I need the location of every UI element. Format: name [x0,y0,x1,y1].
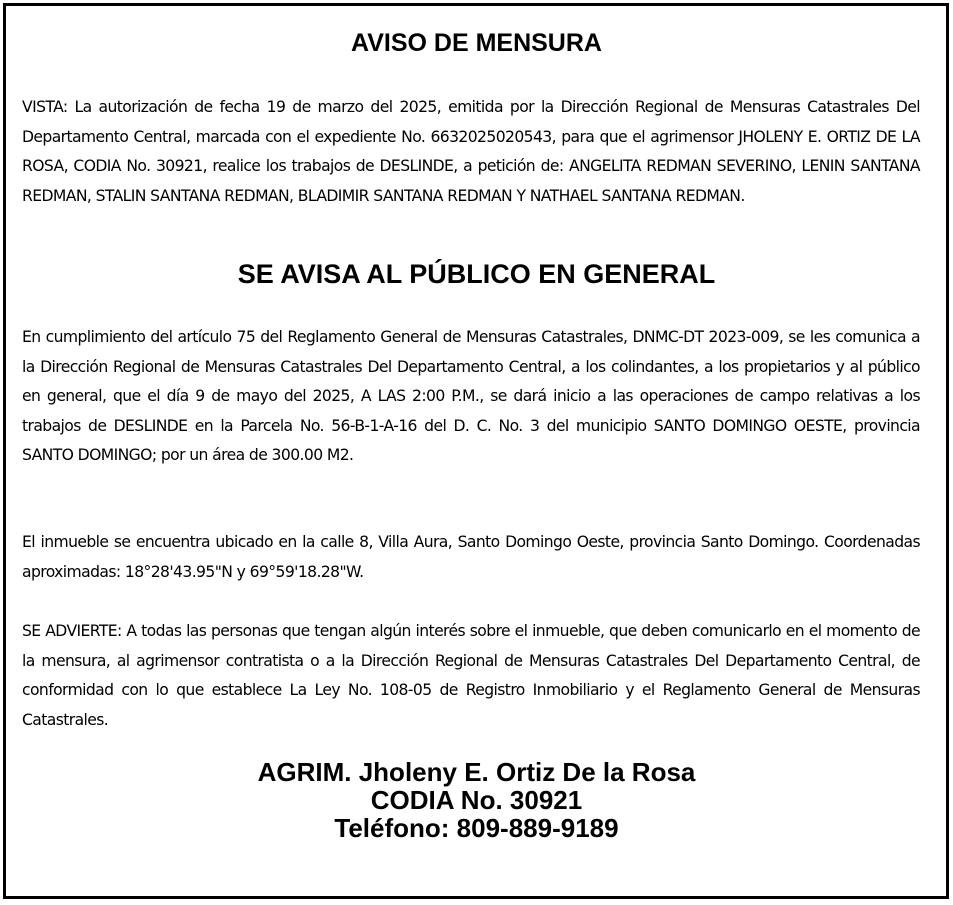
signature-name: AGRIM. Jholeny E. Ortiz De la Rosa [257,757,696,787]
cumplimiento-paragraph: En cumplimiento del artículo 75 del Reglamento General de Mensuras Catastrales, DNMC-DT 2023-009, se les comunica a la Dirección Regional de Mensuras Catastrales Del Departamento Central, a los colindantes, a los propietarios y al público en general, que el día 9 de mayo del 2025, A LAS 2:00 P.M., se dará inicio a las operaciones de campo relativas a los trabajos de DESLINDE en la Parcela No. 56-B-1-A-16 del D. C. No. 3 del municipio SANTO DOMINGO OESTE, provincia SANTO DOMINGO; por un área de 300.00 M2. [22,328,920,464]
advierte-paragraph: SE ADVIERTE: A todas las personas que tengan algún interés sobre el inmueble, que deben comunicarlo en el momento de la mensura, al agrimensor contratista o a la Dirección Regional de Mensuras Catastrales Del Departamento Central, de conformidad con lo que establece La Ley No. 108-05 de Registro Inmobiliario y el Reglamento General de Mensuras Catastrales. [22,622,920,729]
ubicacion-paragraph: El inmueble se encuentra ubicado en la calle 8, Villa Aura, Santo Domingo Oeste, provincia Santo Domingo. Coordenadas aproximadas: 18°28'43.95"N y 69°59'18.28"W. [22,533,920,581]
signature-codia: CODIA No. 30921 [370,785,583,815]
signature-phone: Teléfono: 809-889-9189 [334,813,619,843]
notice-subtitle: SE AVISA AL PÚBLICO EN GENERAL [237,259,716,289]
notice-title: AVISO DE MENSURA [351,29,602,57]
vista-paragraph: VISTA: La autorización de fecha 19 de marzo del 2025, emitida por la Dirección Regional de Mensuras Catastrales Del Departamento Central, marcada con el expediente No. 6632025020543, para que el agrimensor JHOLENY E. ORTIZ DE LA ROSA, CODIA No. 30921, realice los trabajos de DESLINDE, a petición de: ANGELITA REDMAN SEVERINO, LENIN SANTANA REDMAN, STALIN SANTANA REDMAN, BLADIMIR SANTANA REDMAN Y NATHAEL SANTANA REDMAN. [22,98,920,205]
